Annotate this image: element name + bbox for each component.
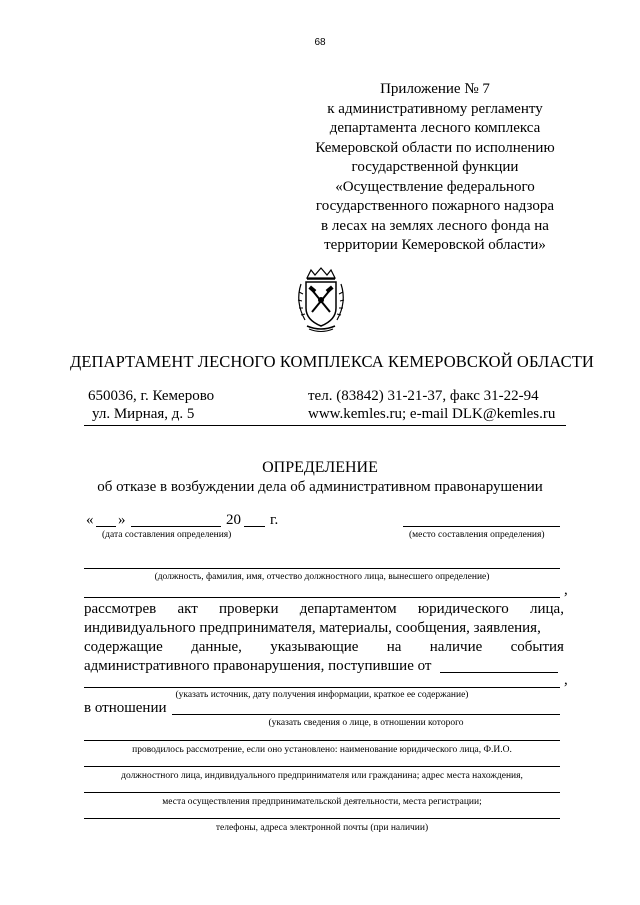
word: на [386, 639, 402, 655]
received-from-field[interactable] [440, 672, 558, 673]
year-suffix: г. [270, 512, 279, 528]
person-field-5[interactable] [84, 818, 560, 819]
year-prefix: 20 [226, 512, 241, 528]
appendix-line: Кемеровской области по исполнению [315, 139, 555, 156]
appendix-block [300, 80, 570, 256]
word: юридического [417, 601, 509, 617]
date-open-quote: « [86, 512, 94, 528]
person-caption: должностного лица, индивидуального предпринимателя или гражданина; адрес места нахождения, [121, 771, 523, 781]
document-subtitle: об отказе в возбуждении дела об административном правонарушении [97, 479, 543, 495]
word: проверки [219, 601, 279, 617]
word: рассмотрев [84, 601, 157, 617]
web-email-line: www.kemles.ru; e-mail DLK@kemles.ru [308, 406, 556, 422]
document-title: ОПРЕДЕЛЕНИЕ [262, 459, 378, 476]
word: лица, [530, 601, 564, 617]
paragraph-line-2: индивидуального предпринимателя, материалы, сообщения, заявления, [84, 620, 541, 636]
word: события [510, 639, 564, 655]
date-caption: (дата составления определения) [102, 530, 232, 540]
place-field[interactable] [403, 526, 560, 527]
source-caption: (указать источник, дату получения информации, краткое ее содержание) [175, 690, 469, 700]
person-caption: телефоны, адреса электронной почты (при наличии) [215, 823, 429, 833]
word: данные, [191, 639, 242, 655]
appendix-line: Приложение № 7 [380, 81, 490, 97]
paragraph-line-1 [84, 601, 564, 618]
person-field-2[interactable] [84, 740, 560, 741]
word: департаментом [299, 601, 397, 617]
comma: , [564, 582, 568, 598]
official-field[interactable] [84, 568, 560, 569]
comma: , [564, 672, 568, 688]
official-field-2[interactable] [84, 597, 560, 598]
date-close-quote: » [118, 512, 126, 528]
person-field[interactable] [172, 714, 560, 715]
person-caption: места осуществления предпринимательской деятельности, места регистрации; [162, 797, 482, 807]
year-field[interactable] [244, 526, 265, 527]
person-field-3[interactable] [84, 766, 560, 767]
page-number: 68 [314, 37, 326, 48]
appendix-line: государственной функции [351, 159, 519, 175]
appendix-line: территории Кемеровской области» [324, 237, 546, 253]
official-caption: (должность, фамилия, имя, отчество должностного лица, вынесшего определение) [154, 572, 490, 582]
person-caption: (указать сведения о лице, в отношении которого [268, 718, 464, 728]
word: содержащие [84, 639, 163, 655]
appendix-line: «Осуществление федерального [335, 178, 535, 195]
word: указывающие [270, 639, 359, 655]
paragraph-line-3 [84, 639, 564, 656]
address-line: 650036, г. Кемерово [88, 388, 215, 404]
word: наличие [429, 639, 483, 655]
address-line: ул. Мирная, д. 5 [92, 406, 195, 422]
department-name: ДЕПАРТАМЕНТ ЛЕСНОГО КОМПЛЕКСА КЕМЕРОВСКОЙ ОБЛАСТИ [70, 352, 594, 371]
word: акт [177, 601, 198, 617]
appendix-line: к административному регламенту [327, 100, 543, 117]
month-field[interactable] [131, 526, 221, 527]
header-rule [84, 425, 566, 426]
paragraph-line-4: административного правонарушения, поступившие от [84, 658, 432, 674]
person-caption: проводилось рассмотрение, если оно установлено: наименование юридического лица, Ф.И.О. [132, 745, 512, 755]
appendix-line: в лесах на землях лесного фонда на [321, 217, 549, 234]
source-field[interactable] [84, 687, 560, 688]
appendix-line: государственного пожарного надзора [315, 198, 555, 214]
phone-line: тел. (83842) 31-21-37, факс 31-22-94 [308, 388, 539, 404]
in-relation-label: в отношении [84, 700, 167, 716]
coat-of-arms-icon [287, 266, 355, 334]
day-field[interactable] [96, 526, 116, 527]
person-field-4[interactable] [84, 792, 560, 793]
place-caption: (место составления определения) [409, 530, 545, 540]
appendix-line: департамента лесного комплекса [329, 120, 541, 136]
